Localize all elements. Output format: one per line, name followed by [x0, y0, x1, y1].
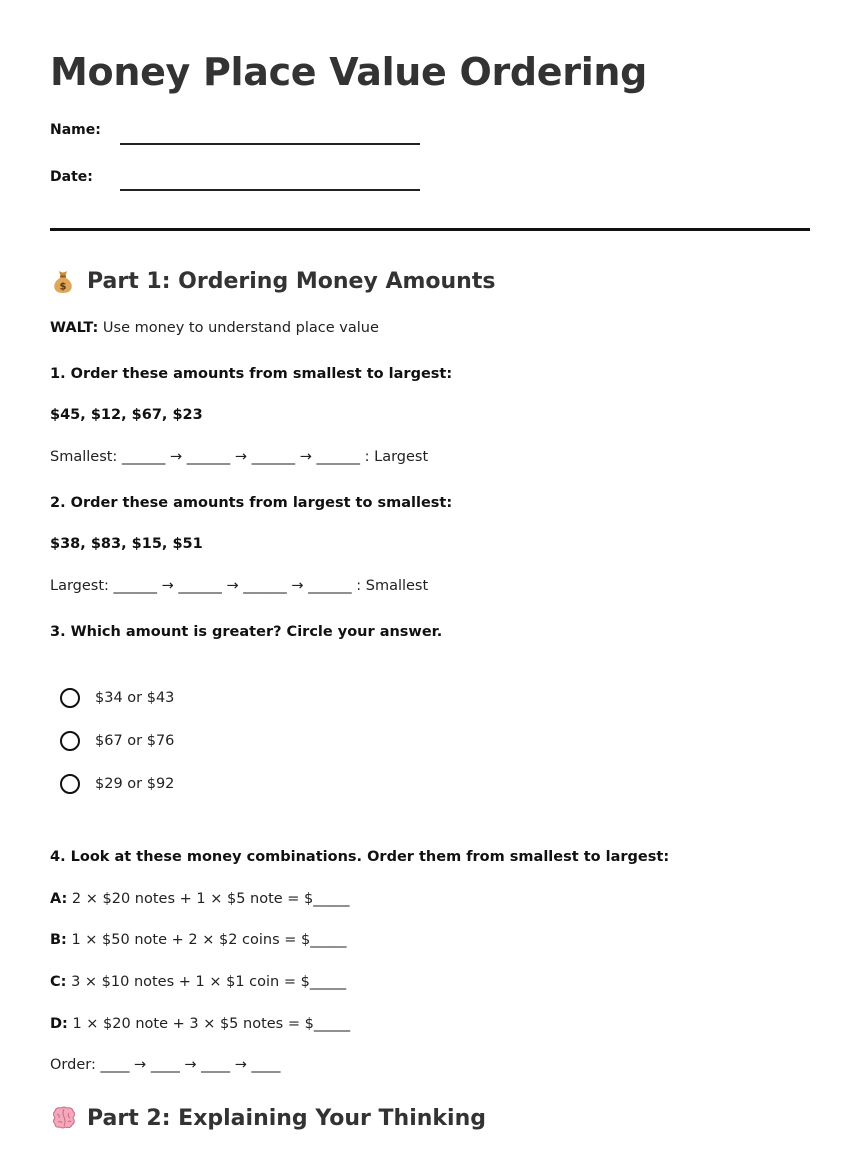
- q1-prompt: 1. Order these amounts from smallest to largest:: [50, 366, 453, 382]
- q3-option[interactable]: [60, 688, 174, 708]
- walt-label: WALT:: [50, 320, 99, 336]
- q3-option-label: $34 or $43: [95, 690, 175, 706]
- q3-option-label: $29 or $92: [95, 776, 175, 792]
- radio-circle[interactable]: [60, 774, 80, 794]
- q4-item-a[interactable]: [50, 891, 350, 907]
- q4-item-text: 2 × $20 notes + 1 × $5 note = $_____: [71, 891, 350, 907]
- divider: [50, 228, 810, 231]
- q1-answer-line[interactable]: Smallest: ______ → ______ → ______ → ______ : Largest: [50, 449, 429, 465]
- q4-item-label: B:: [50, 932, 67, 948]
- name-label: Name:: [50, 122, 101, 138]
- part2-heading-text: Part 2: Explaining Your Thinking: [87, 1105, 486, 1131]
- q4-item-c[interactable]: [50, 974, 346, 990]
- radio-circle[interactable]: [60, 688, 80, 708]
- q4-item-text: 1 × $20 note + 3 × $5 notes = $_____: [72, 1016, 351, 1032]
- q3-option-label: $67 or $76: [95, 733, 175, 749]
- q1-amounts: $45, $12, $67, $23: [50, 407, 203, 423]
- page-title: Money Place Value Ordering: [50, 50, 648, 94]
- q4-order-line[interactable]: Order: ____ → ____ → ____ → ____: [50, 1057, 281, 1073]
- walt-line: [50, 320, 379, 336]
- part1-heading: [50, 268, 495, 294]
- part1-heading-text: Part 1: Ordering Money Amounts: [87, 268, 496, 294]
- svg-text:$: $: [59, 281, 67, 293]
- part2-heading: [50, 1105, 486, 1131]
- q3-option[interactable]: [60, 774, 174, 794]
- radio-circle[interactable]: [60, 731, 80, 751]
- q3-prompt: 3. Which amount is greater? Circle your answer.: [50, 624, 443, 640]
- q4-item-label: A:: [50, 891, 68, 907]
- name-field[interactable]: [120, 143, 420, 145]
- q4-prompt: 4. Look at these money combinations. Order them from smallest to largest:: [50, 849, 670, 865]
- walt-text: Use money to understand place value: [102, 320, 379, 336]
- q2-prompt: 2. Order these amounts from largest to smallest:: [50, 495, 453, 511]
- q4-item-b[interactable]: [50, 932, 347, 948]
- brain-icon: [50, 1105, 76, 1131]
- q2-amounts: $38, $83, $15, $51: [50, 536, 203, 552]
- q3-option[interactable]: [60, 731, 174, 751]
- q4-item-d[interactable]: [50, 1016, 350, 1032]
- q2-answer-line[interactable]: Largest: ______ → ______ → ______ → ______ : Smallest: [50, 578, 429, 594]
- q4-item-label: C:: [50, 974, 67, 990]
- date-label: Date:: [50, 169, 93, 185]
- q4-item-label: D:: [50, 1016, 68, 1032]
- date-field[interactable]: [120, 189, 420, 191]
- q4-item-text: 3 × $10 notes + 1 × $1 coin = $_____: [71, 974, 347, 990]
- money-bag-icon: [50, 268, 76, 294]
- q4-item-text: 1 × $50 note + 2 × $2 coins = $_____: [71, 932, 347, 948]
